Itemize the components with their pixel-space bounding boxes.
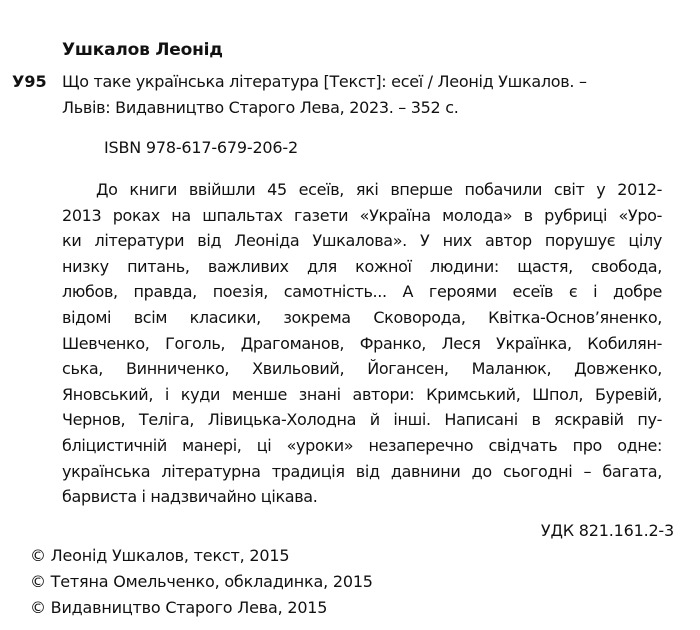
title-description: [62, 69, 662, 121]
annotation-line: 2013 роках на шпальтах газети «Україна молода» в рубриці «Уро-: [62, 205, 662, 225]
copyright-line: © Видавництво Старого Лева, 2015: [30, 598, 328, 617]
annotation-line: любов, правда, поезія, самотність... А героями есеїв є і добре: [62, 282, 662, 302]
author-heading: Ушкалов Леонід: [62, 40, 223, 60]
annotation-line: До книги ввійшли 45 есеїв, які вперше побачили світ у 2012-: [96, 180, 662, 199]
title-line-2: Львів: Видавництво Старого Лева, 2023. – 352 с.: [62, 98, 459, 117]
annotation-line: барвиста і надзвичайно цікава.: [62, 487, 318, 507]
annotation-line: українська літературна традиція від давнини до сьогодні – багата,: [62, 461, 662, 481]
annotation-line: низку питань, важливих для кожної людини: щастя, свобода,: [62, 256, 662, 276]
copyright-notices: [30, 543, 373, 621]
annotation-line: Чернов, Теліга, Лівицька-Холодна й інші. Написані в яскравій пу-: [62, 410, 662, 430]
annotation-line: ська, Винниченко, Хвильовий, Йогансен, Маланюк, Довженко,: [62, 359, 662, 379]
annotation-line: Шевченко, Гоголь, Драгоманов, Франко, Леся Українка, Кобилян-: [62, 333, 662, 353]
copyright-line: © Леонід Ушкалов, текст, 2015: [30, 546, 290, 565]
classification-code: У95: [12, 72, 47, 91]
annotation-line: відомі всім класики, зокрема Сковорода, Квітка-Основ’яненко,: [62, 307, 662, 327]
annotation-line: ки літератури від Леоніда Ушкалова». У них автор порушує цілу: [62, 231, 662, 251]
title-line-1: Що таке українська література [Текст]: есеї / Леонід Ушкалов. –: [62, 72, 587, 91]
annotation-line: Яновський, і куди менше знані автори: Кримський, Шпол, Буревій,: [62, 384, 662, 404]
udc-code: УДК 821.161.2-3: [540, 521, 674, 540]
annotation-line: бліцистичній манері, ці «уроки» незаперечно свідчать про одне:: [62, 435, 662, 455]
annotation: [62, 177, 662, 510]
isbn: ISBN 978-617-679-206-2: [104, 138, 298, 157]
copyright-line: © Тетяна Омельченко, обкладинка, 2015: [30, 572, 373, 591]
